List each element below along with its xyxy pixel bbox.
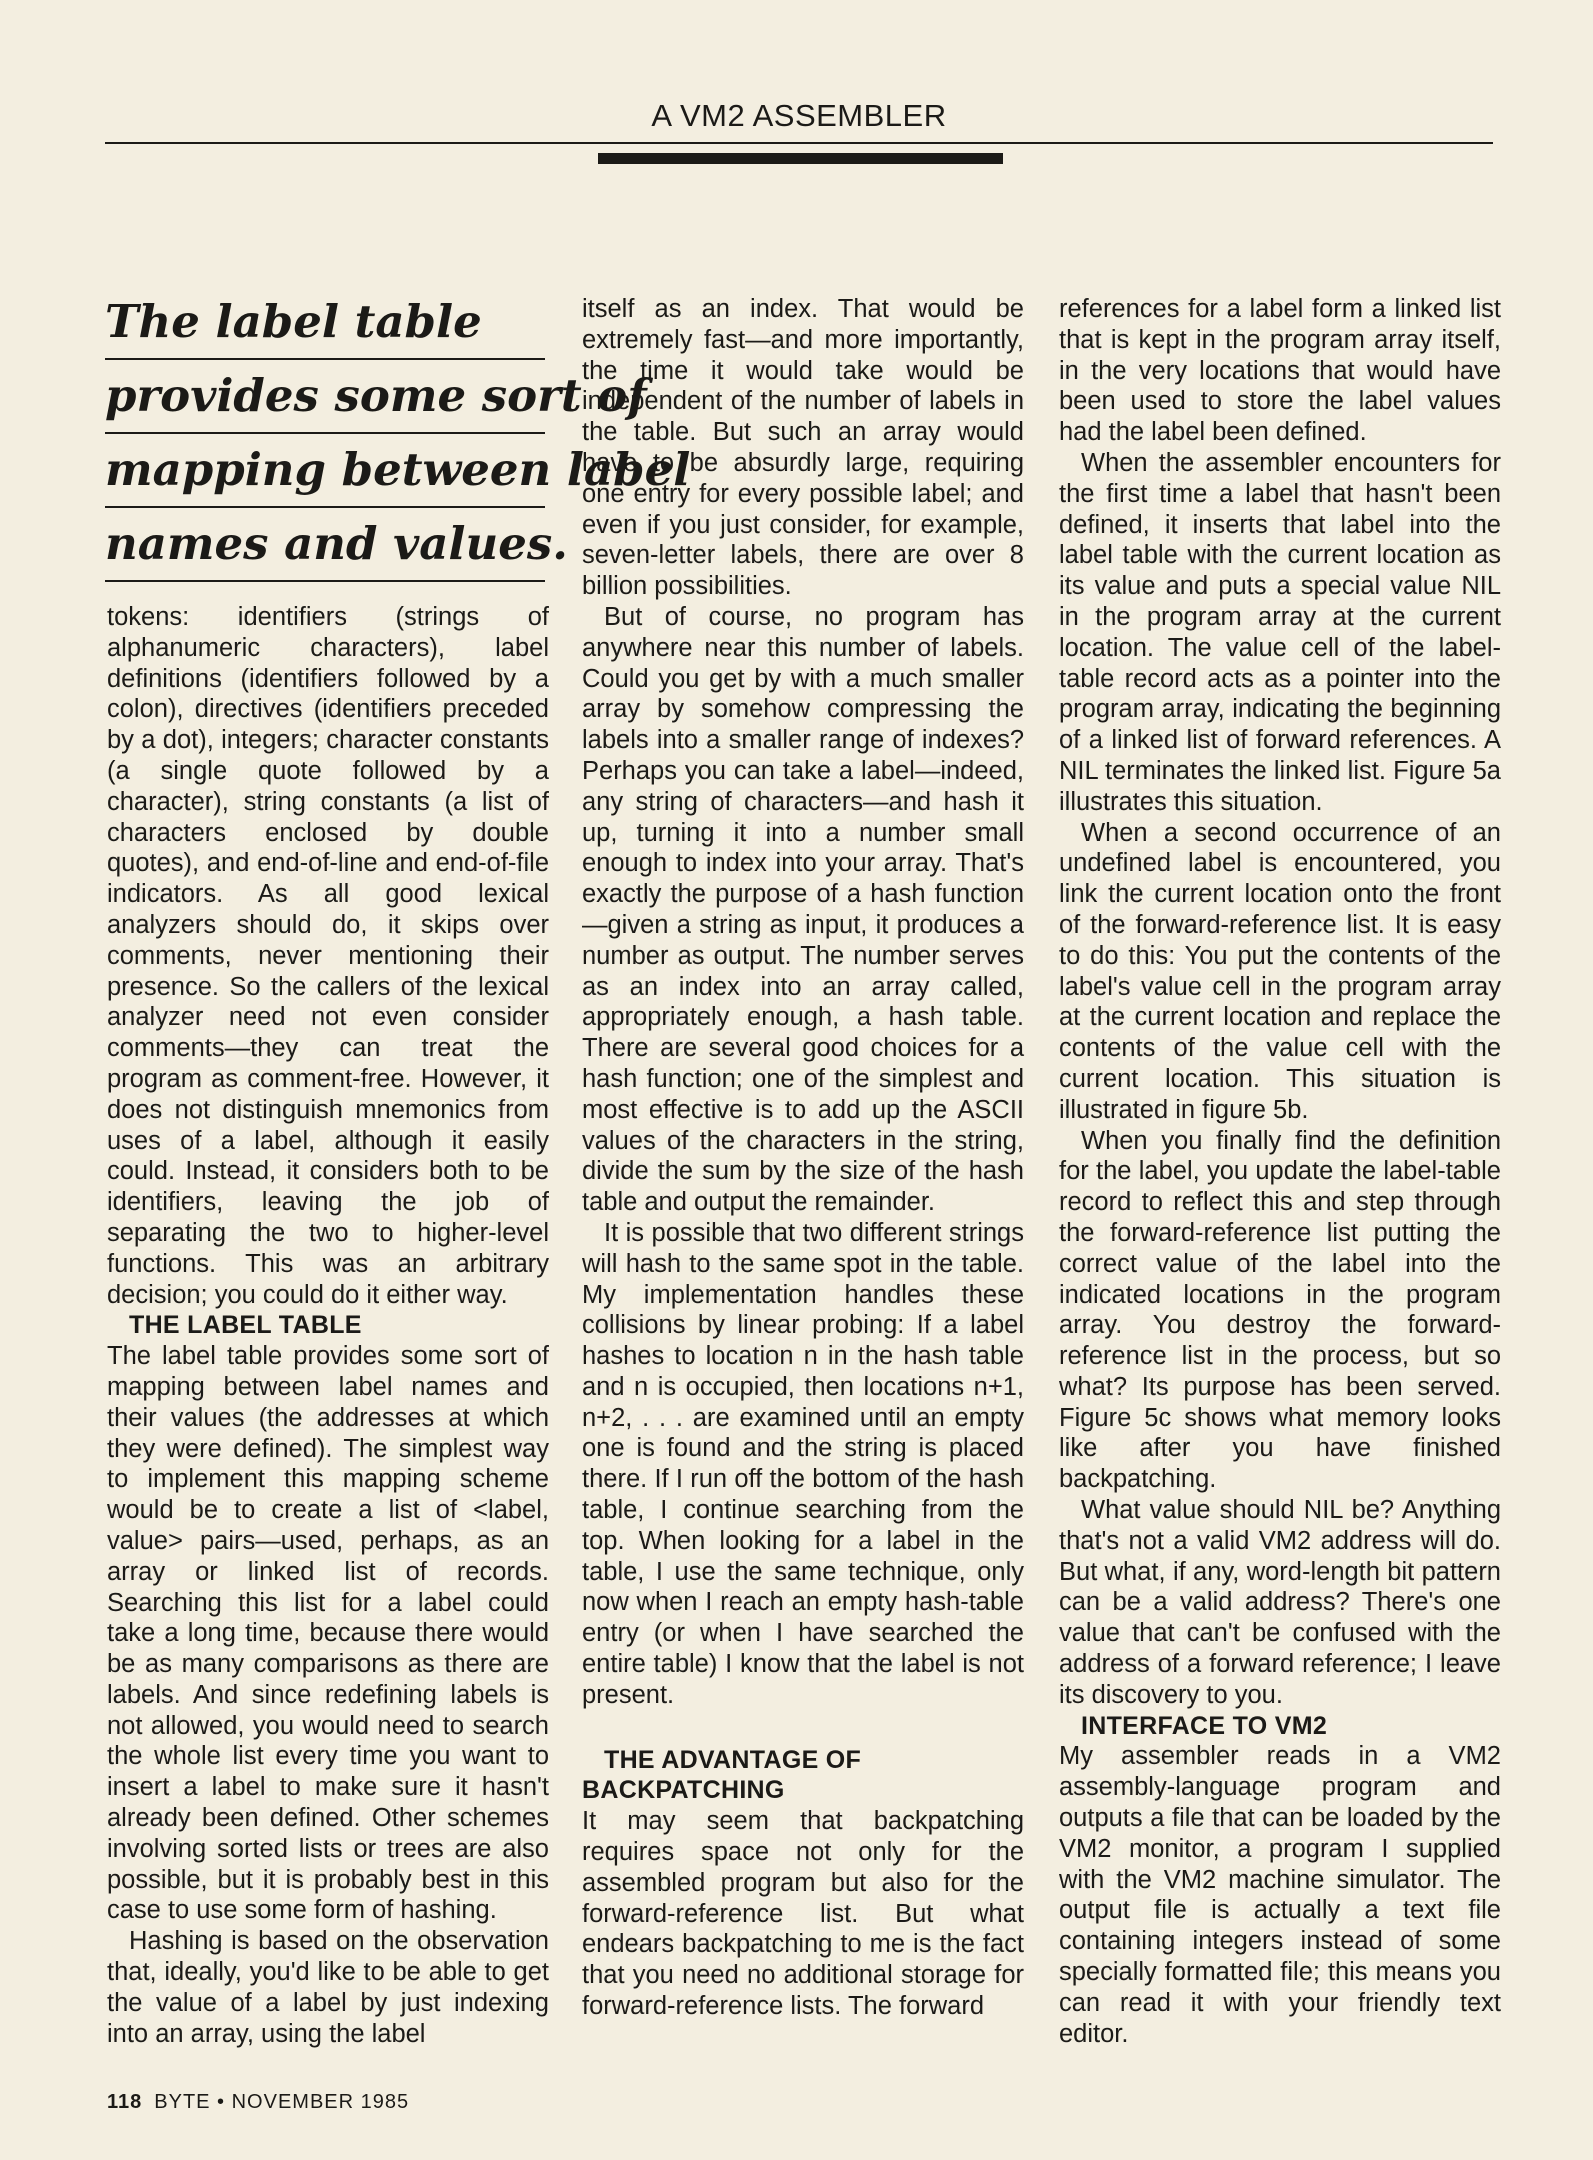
- paragraph: When a second occurrence of an undefined label is encountered, you link the current location onto the front of the forward-reference list. It is easy to do this: You put the contents of the label's value cell in the program array at the current location and replace the contents of the value cell with the current location. This situation is illustrated in figure 5b.: [1059, 818, 1501, 1124]
- paragraph: itself as an index. That would be extremely fast—and more importantly, the time it would take would be independent of the number of labels in the table. But such an array would have to be absurdly large, requiring one entry for every possible label; and even if you just consider, for example, seven-letter labels, there are over 8 billion possibilities.: [582, 295, 1024, 601]
- paragraph: When the assembler encounters for the first time a label that hasn't been defined, it inserts that label into the label table with the current location as its value and puts a special value NIL in the program array at the current location. The value cell of the label-table record acts as a pointer into the program array, indicating the beginning of a linked list of forward references. A NIL terminates the linked list. Figure 5a illustrates this situation.: [1059, 448, 1501, 816]
- running-head-title: A VM2 ASSEMBLER: [651, 98, 947, 133]
- subhead-line: BACKPATCHING: [582, 1776, 785, 1805]
- pull-quote: [105, 286, 691, 582]
- page-footer: [107, 2091, 409, 2114]
- paragraph: Hashing is based on the observation that, ideally, you'd like to be able to get the value of a label by just indexing into an array, using the label: [107, 1927, 549, 2048]
- pull-quote-line: mapping between label: [105, 434, 545, 508]
- publication-line: BYTE • NOVEMBER 1985: [154, 2091, 410, 2113]
- subhead-interface-to-vm2: INTERFACE TO VM2: [1081, 1711, 1328, 1740]
- subhead-label-table: THE LABEL TABLE: [129, 1311, 362, 1340]
- header-rule: [105, 142, 1493, 144]
- paragraph: tokens: identifiers (strings of alphanumeric characters), label definitions (identifiers followed by a colon), directives (identifiers preceded by a dot), integers; character constants (a single quote followed by a character), string constants (a list of characters enclosed by double quotes), and end-of-line and end-of-file indicators. As all good lexical analyzers should do, it skips over comments, never mentioning their presence. So the callers of the lexical analyzer need not even consider comments—they can treat the program as comment-free. However, it does not distinguish mnemonics from uses of a label, although it easily could. Instead, it considers both to be identifiers, leaving the job of separating the two to higher-level functions. This was an arbitrary decision; you could do it either way.: [107, 603, 549, 1309]
- pull-quote-line: names and values.: [105, 508, 545, 582]
- paragraph: references for a label form a linked list that is kept in the program array itself, in the very locations that would have been used to store the label values had the label been defined.: [1059, 295, 1501, 447]
- subhead-advantage-of-backpatching: [582, 1745, 1024, 1807]
- column-2: [582, 294, 1024, 2022]
- paragraph: It is possible that two different strings will hash to the same spot in the table. My implementation handles these collisions by linear probing: If a label hashes to location n in the hash table and n is occupied, then locations n+1, n+2, . . . are examined until an empty one is found and the string is placed there. If I run off the bottom of the hash table, I continue searching from the top. When looking for a label in the table, I use the same technique, only now when I reach an empty hash-table entry (or when I have searched the entire table) I know that the label is not present.: [582, 1218, 1024, 1709]
- header-bar: [598, 153, 1003, 164]
- paragraph: It may seem that backpatching requires space not only for the assembled program but also for the forward-reference list. But what endears backpatching to me is the fact that you need no additional storage for forward-reference lists. The forward: [582, 1807, 1024, 2021]
- paragraph: What value should NIL be? Anything that's not a valid VM2 address will do. But what, if any, word-length bit pattern can be a valid address? There's one value that can't be confused with the address of a forward reference; I leave its discovery to you.: [1059, 1496, 1501, 1709]
- paragraph: But of course, no program has anywhere near this number of labels. Could you get by with a much smaller array by somehow compressing the labels into a smaller range of indexes? Perhaps you can take a label—indeed, any string of characters—and hash it up, turning it into a number small enough to index into your array. That's exactly the purpose of a hash function—given a string as input, it produces a number as output. The number serves as an index into an array called, appropriately enough, a hash table. There are several good choices for a hash function; one of the simplest and most effective is to add up the ASCII values of the characters in the string, divide the sum by the size of the hash table and output the remainder.: [582, 602, 1024, 1217]
- pull-quote-line: provides some sort of: [105, 360, 545, 434]
- column-3: [1059, 294, 1501, 2049]
- paragraph: My assembler reads in a VM2 assembly-language program and outputs a file that can be loaded by the VM2 monitor, a program I supplied with the VM2 machine simulator. The output file is actually a text file containing integers instead of some specially formatted file; this means you can read it with your friendly text editor.: [1059, 1742, 1501, 2048]
- paragraph: The label table provides some sort of mapping between label names and their values (the addresses at which they were defined). The simplest way to implement this mapping scheme would be to create a list of <label, value> pairs—used, perhaps, as an array or linked list of records. Searching this list for a label could take a long time, because there would be as many comparisons as there are labels. And since redefining labels is not allowed, you would need to search the whole list every time you want to insert a label to make sure it hasn't already been defined. Other schemes involving sorted lists or trees are also possible, but it is probably best in this case to use some form of hashing.: [107, 1342, 549, 1925]
- paragraph: When you finally find the definition for the label, you update the label-table record to reflect this and step through the forward-reference list putting the correct value of the label into the indicated locations in the program array. You destroy the forward-reference list in the process, but so what? Its purpose has been served. Figure 5c shows what memory looks like after you have finished backpatching.: [1059, 1126, 1501, 1494]
- page-number: 118: [107, 2091, 143, 2113]
- column-1: [107, 602, 549, 2072]
- subhead-line: THE ADVANTAGE OF: [604, 1745, 862, 1774]
- pull-quote-line: The label table: [105, 286, 545, 360]
